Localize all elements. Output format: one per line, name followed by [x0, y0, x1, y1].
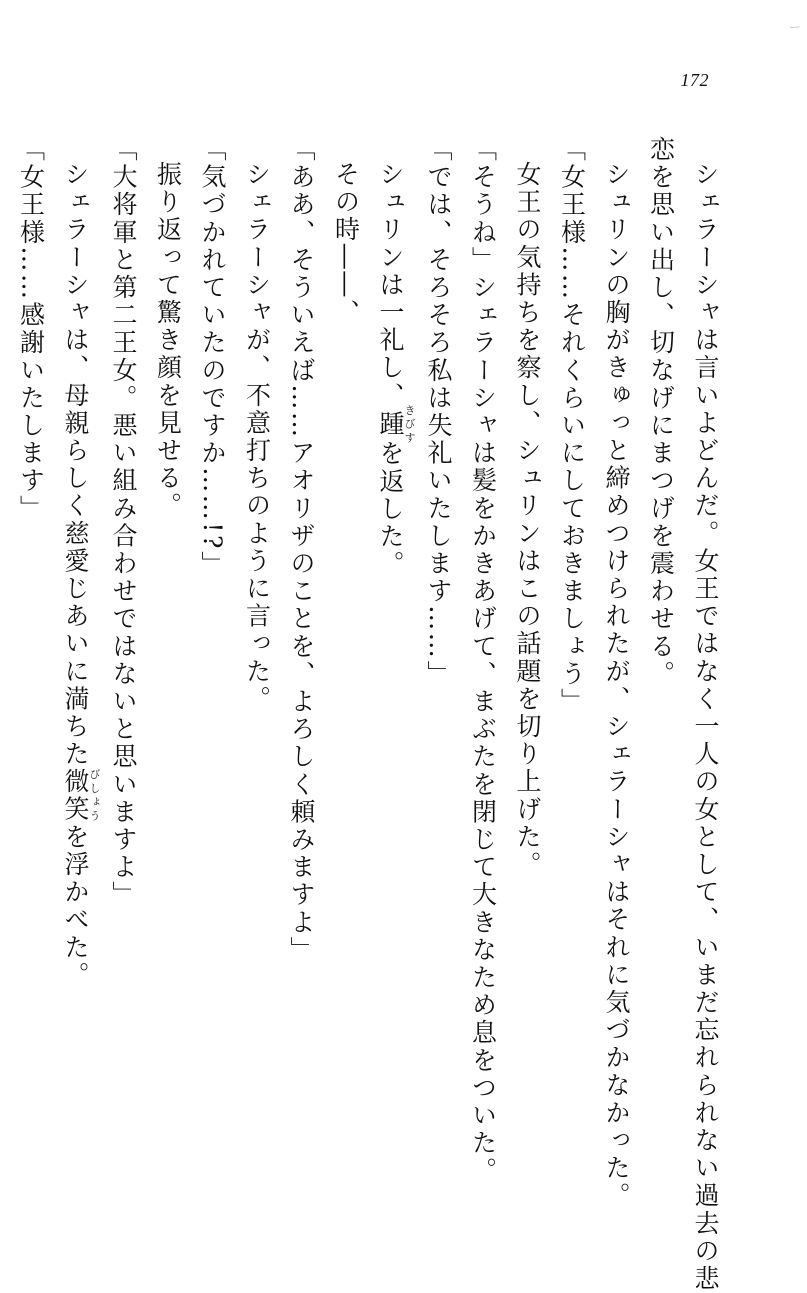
ruby-annotation: 踵きびす: [376, 404, 416, 446]
text-line: シュリンの胸がきゅっと締めつけられたが、シェラーシャはそれに気づかなかった。: [602, 161, 631, 1210]
text-line: 「では、そろそろ私は失礼いたします……」: [424, 136, 453, 688]
text-line: シェラーシャは、母親らしく慈愛じあいに満ちた微笑びしょうを浮かべた。: [61, 161, 101, 990]
text-line: 「女王様……それくらいにしておきましょう」: [557, 136, 587, 716]
text-line: 恋を思い出し、切なげにまつげを震わせる。: [646, 136, 676, 688]
body-text: [0, 136, 727, 1293]
text-line: 「そうね」シェラーシャは髪をかきあげて、まぶたを閉じて大きなため息をついた。: [468, 136, 498, 1185]
text-line: 「ああ、そういえば……アオリザのことを、よろしく頼みますよ」: [287, 136, 316, 964]
text-line: 「気づかれていたのですか……!?」: [198, 136, 227, 579]
text-line: 「大将軍と第二王女。悪い組み合わせではないと思いますよ」: [109, 136, 138, 909]
ruby-annotation: 微笑びしょう: [61, 768, 101, 824]
text-line: 「女王様……感謝いたします」: [16, 136, 46, 523]
page-number: 172: [680, 70, 709, 90]
stray-mark: ー: [788, 20, 801, 34]
text-line: その時――、: [331, 161, 361, 327]
text-line: 女王の気持ちを察し、シュリンはこの話題を切り上げた。: [513, 161, 542, 879]
text-line: シェラーシャは言いよどんだ。女王ではなく一人の女として、いまだ忘れられない過去の悲: [691, 161, 720, 1293]
text-line: [0, 136, 8, 1136]
text-line: 振り返って驚き顔を見せる。: [153, 161, 183, 520]
ruby-reading: びしょう: [88, 768, 101, 824]
text-line: シュリンは一礼し、踵きびすを返した。: [376, 161, 416, 579]
ruby-reading: きびす: [403, 404, 416, 446]
text-line: シェラーシャが、不意打ちのように言った。: [242, 161, 272, 713]
